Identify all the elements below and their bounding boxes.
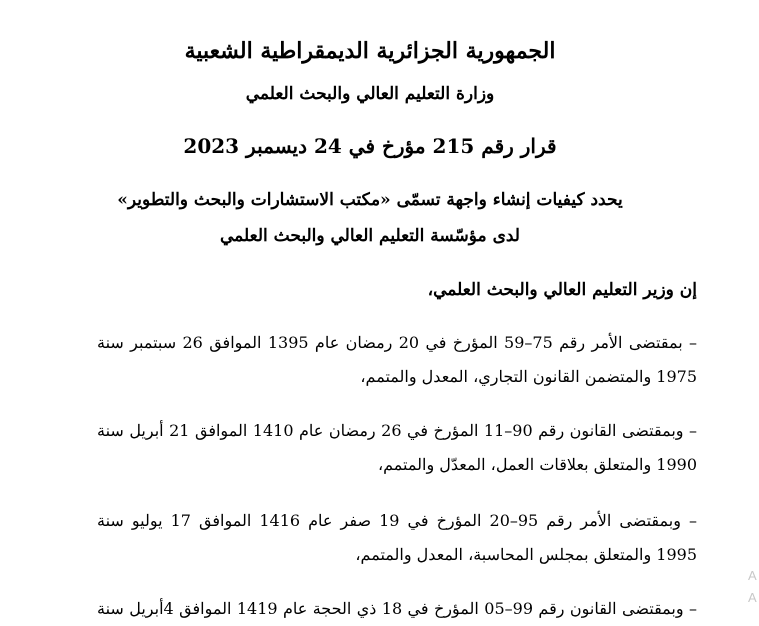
- activation-watermark-text: A: [748, 568, 757, 583]
- preamble: إن وزير التعليم العالي والبحث العلمي،: [427, 280, 697, 300]
- legal-reference-paragraph: [97, 504, 697, 572]
- paragraph-line: – بمقتضى الأمر رقم 75–59 المؤرخ في 20 رمضان عام 1395 الموافق 26 سبتمبر سنة: [97, 333, 698, 352]
- paragraph-line: 1990 والمتعلق بعلاقات العمل، المعدّل والمتمم،: [377, 455, 697, 474]
- paragraph-line: 1995 والمتعلق بمجلس المحاسبة، المعدل والمتمم،: [355, 545, 697, 564]
- decision-subject-line-2: لدى مؤسّسة التعليم العالي والبحث العلمي: [220, 226, 520, 246]
- decision-subject-line-1: يحدد كيفيات إنشاء واجهة تسمّى «مكتب الاستشارات والبحث والتطوير»: [117, 190, 623, 210]
- paragraph-line: – وبمقتضى القانون رقم 90–11 المؤرخ في 26 رمضان عام 1410 الموافق 21 أبريل سنة: [97, 421, 698, 440]
- decision-title: قرار رقم 215 مؤرخ في 24 ديسمبر 2023: [183, 134, 557, 158]
- paragraph-line: – وبمقتضى الأمر رقم 95–20 المؤرخ في 19 صفر عام 1416 الموافق 17 يوليو سنة: [97, 511, 698, 530]
- legal-reference-paragraph: [97, 592, 697, 626]
- paragraph-line: 1975 والمتضمن القانون التجاري، المعدل والمتمم،: [360, 367, 697, 386]
- legal-reference-paragraph: [97, 414, 697, 482]
- legal-reference-paragraph: [97, 326, 697, 394]
- ministry-title: وزارة التعليم العالي والبحث العلمي: [245, 84, 495, 104]
- paragraph-line: – وبمقتضى القانون رقم 99–05 المؤرخ في 18 ذي الحجة عام 1419 الموافق 4أبريل سنة: [97, 599, 698, 618]
- republic-title: الجمهورية الجزائرية الديمقراطية الشعبية: [184, 38, 556, 64]
- activation-watermark-text: A: [748, 590, 757, 605]
